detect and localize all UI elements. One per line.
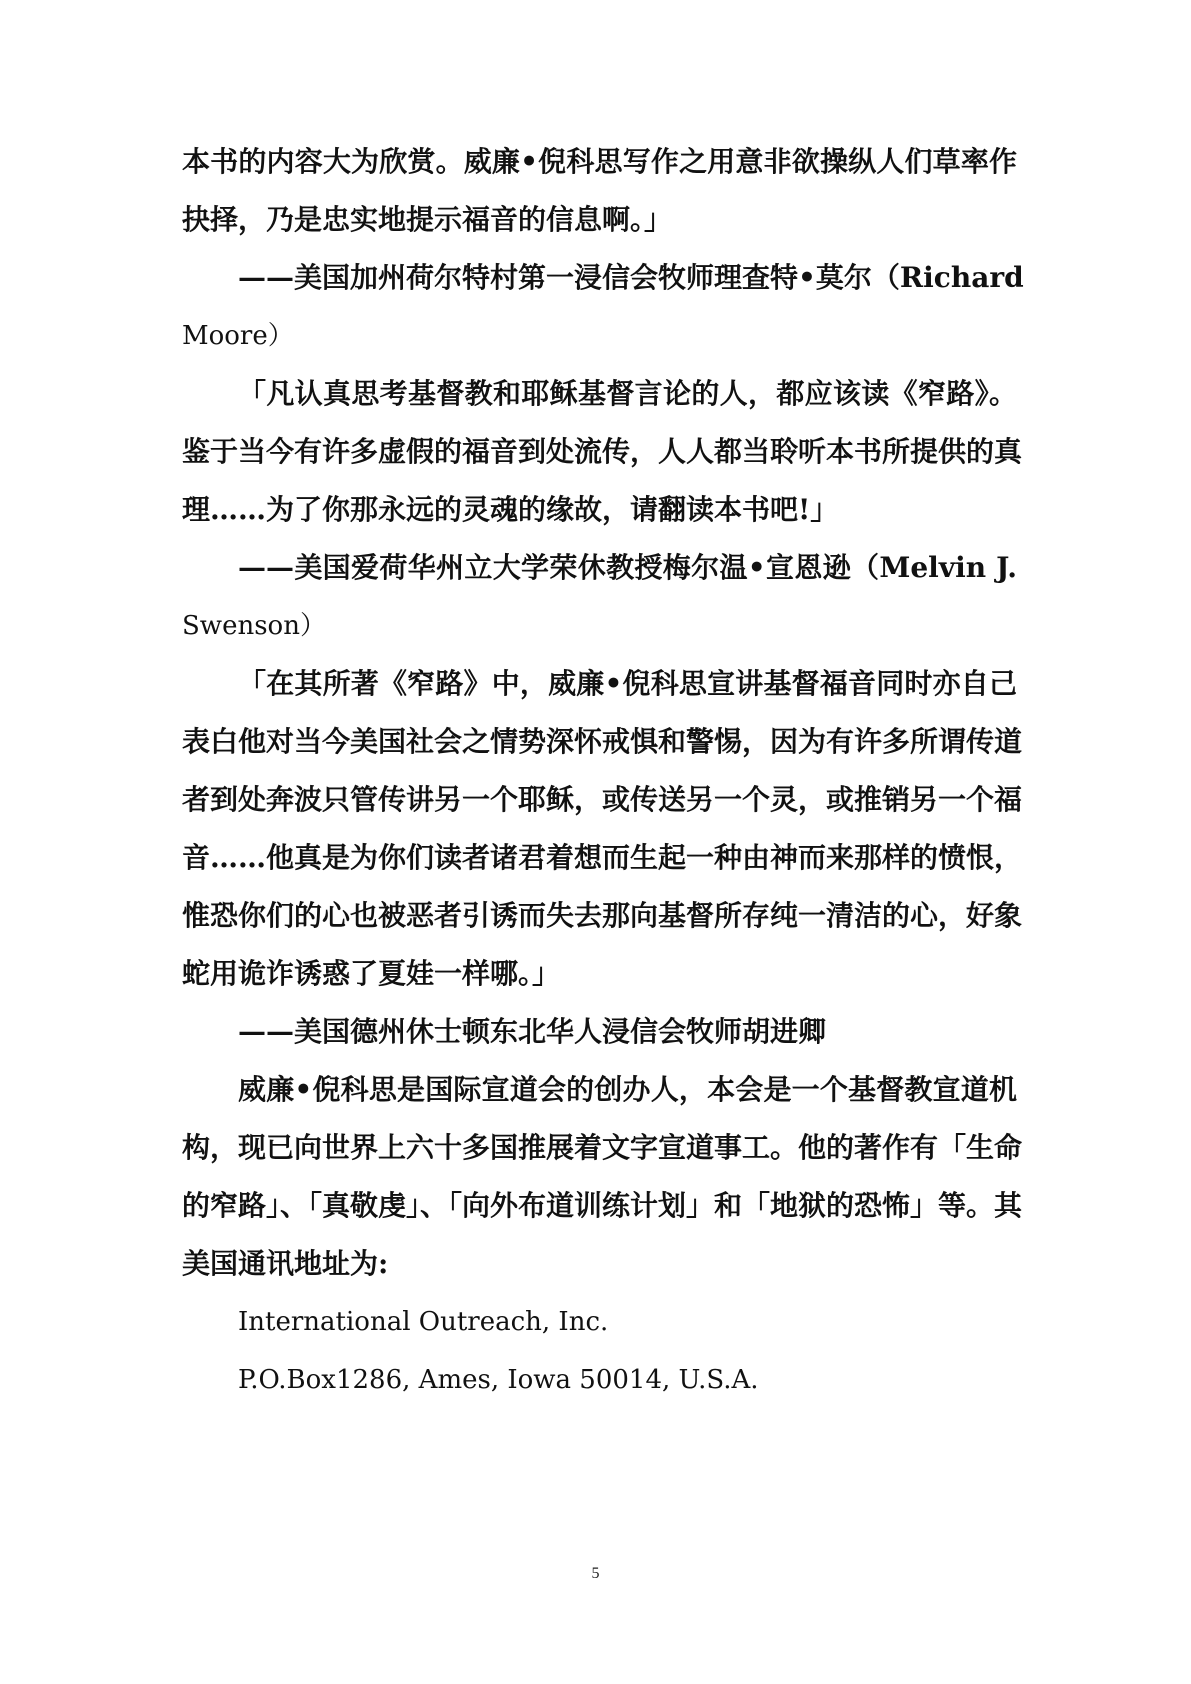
text-line: 本书的内容大为欣赏。威廉•倪科思写作之用意非欲操纵人们草率作 xyxy=(182,145,1017,178)
text-line: Moore） xyxy=(182,321,294,351)
text-line: 表白他对当今美国社会之情势深怀戒惧和警惕，因为有许多所谓传道 xyxy=(182,725,1023,758)
text-line: 鉴于当今有许多虚假的福音到处流传，人人都当聆听本书所提供的真 xyxy=(182,435,1023,468)
attribution-line: ——美国加州荷尔特村第一浸信会牧师理查特•莫尔（Richard xyxy=(238,261,1024,294)
attribution-line: ——美国德州休士顿东北华人浸信会牧师胡进卿 xyxy=(238,1015,827,1048)
page-number: 5 xyxy=(591,1565,600,1582)
text-line: Swenson） xyxy=(182,611,326,641)
document-page xyxy=(182,145,1024,1585)
quote-line: 「凡认真思考基督教和耶稣基督言论的人，都应该读《窄路》。 xyxy=(238,377,1017,410)
text-line: 者到处奔波只管传讲另一个耶稣，或传送另一个灵，或推销另一个福 xyxy=(182,783,1023,816)
quote-line: 「在其所著《窄路》中，威廉•倪科思宣讲基督福音同时亦自己 xyxy=(238,667,1017,700)
address-line: International Outreach, Inc. xyxy=(238,1307,609,1337)
text-line: 音……他真是为你们读者诸君着想而生起一种由神而来那样的愤恨， xyxy=(182,841,1023,874)
text-line: 蛇用诡诈诱惑了夏娃一样哪。」 xyxy=(182,957,561,990)
text-line: 惟恐你们的心也被恶者引诱而失去那向基督所存纯一清洁的心，好象 xyxy=(182,899,1023,932)
text-line: 抉择，乃是忠实地提示福音的信息啊。」 xyxy=(182,203,673,236)
text-line: 构，现已向世界上六十多国推展着文字宣道事工。他的著作有「生命 xyxy=(182,1131,1023,1164)
address-line: P.O.Box1286, Ames, Iowa 50014, U.S.A. xyxy=(238,1365,759,1395)
text-line: 的窄路」、「真敬虔」、「向外布道训练计划」和「地狱的恐怖」等。其 xyxy=(182,1189,1023,1222)
attribution-line: ——美国爱荷华州立大学荣休教授梅尔温•宣恩逊（Melvin J. xyxy=(238,551,1017,584)
paragraph-line: 威廉•倪科思是国际宣道会的创办人，本会是一个基督教宣道机 xyxy=(238,1073,1017,1106)
text-line: 理……为了你那永远的灵魂的缘故，请翻读本书吧!」 xyxy=(182,493,839,526)
text-line: 美国通讯地址为: xyxy=(182,1247,389,1280)
